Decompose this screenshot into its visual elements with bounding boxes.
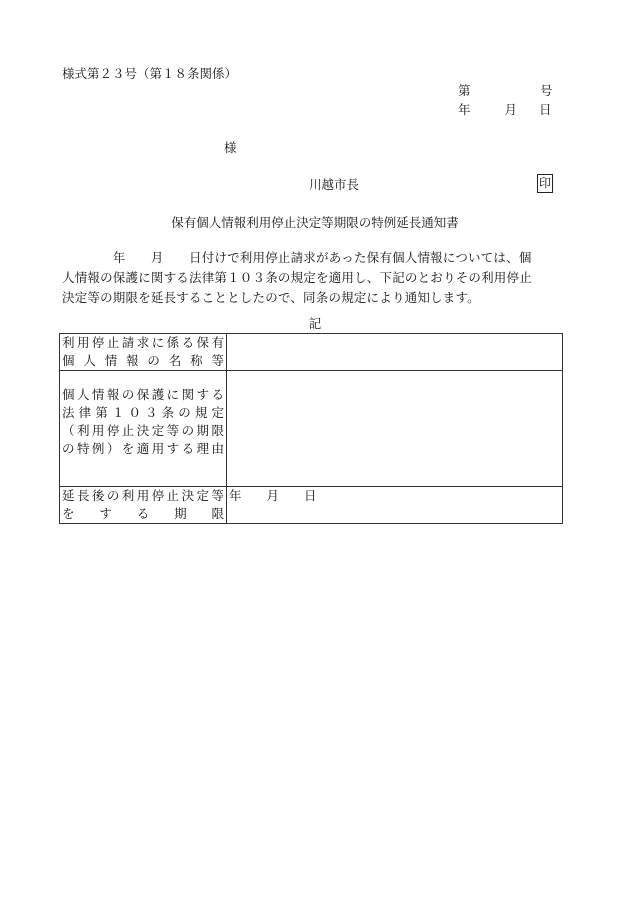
value-deadline: 年 月 日 — [227, 487, 563, 524]
label-deadline: 延長後の利用停止決定等 をする期限 — [60, 487, 227, 524]
notice-body-line: 決定等の期限を延長することとしたので、同条の規定により通知します。 — [62, 290, 480, 305]
addressee-label: 様 — [224, 140, 237, 155]
notice-body-line: 人情報の保護に関する法律第１０３条の規定を適用し、下記のとおりその利用停止 — [62, 270, 532, 285]
form-number: 様式第２３号（第１８条関係） — [62, 66, 238, 81]
document-title: 保有個人情報利用停止決定等期限の特例延長通知書 — [171, 215, 459, 230]
value-reason — [227, 371, 563, 487]
notice-body — [62, 248, 567, 308]
details-table — [59, 333, 563, 524]
issuer-name: 川越市長 — [309, 177, 360, 192]
table-row — [60, 487, 563, 524]
seal-mark: 印 — [537, 174, 553, 193]
table-row — [60, 334, 563, 371]
notice-body-line: 年 月 日付けで利用停止請求があった保有個人情報については、個 — [62, 250, 532, 265]
doc-number-suffix: 号 — [540, 83, 553, 98]
label-reason: 個人情報の保護に関する 法律第１０３条の規定 （利用停止決定等の期限 の特例）を適用する理由 — [60, 371, 227, 487]
label-info-name: 利用停止請求に係る保有 個人情報の名称等 — [60, 334, 227, 371]
date-month: 月 — [504, 102, 518, 117]
issue-date — [458, 102, 552, 119]
ki-heading: 記 — [308, 316, 322, 331]
date-year: 年 — [458, 102, 471, 117]
table-row — [60, 371, 563, 487]
value-info-name — [227, 334, 563, 371]
date-day: 日 — [539, 102, 552, 117]
doc-number-prefix: 第 — [458, 83, 471, 98]
